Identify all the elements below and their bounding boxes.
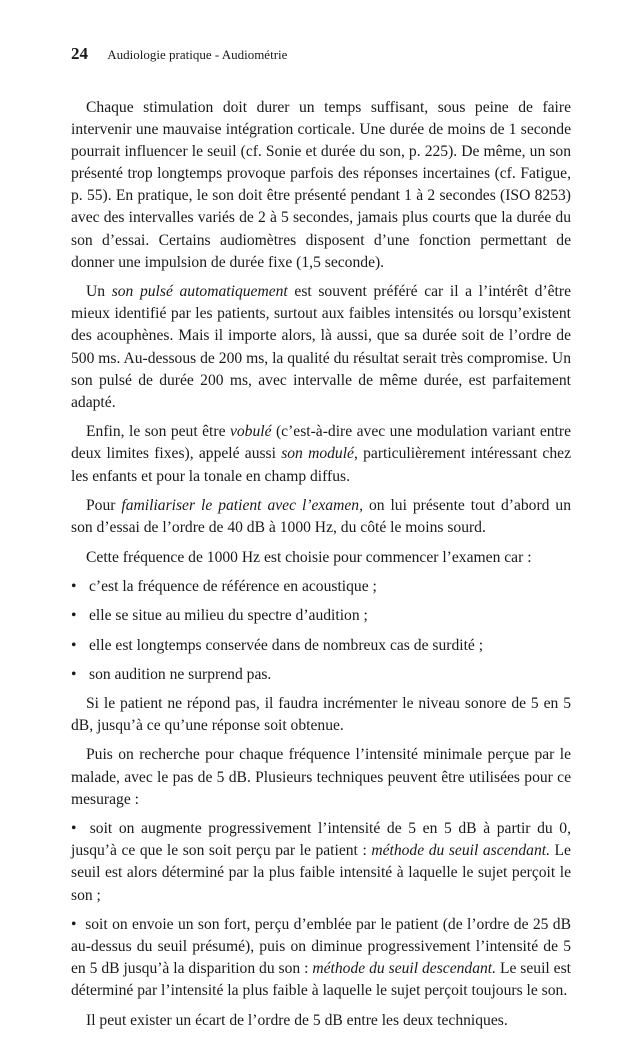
list-item: • elle se situe au milieu du spectre d’audition ; bbox=[71, 605, 571, 627]
bullet-icon: • bbox=[71, 820, 77, 838]
emphasis-vobule: vobulé bbox=[229, 423, 272, 441]
emphasis-pulsed-tone: son pulsé automatiquement bbox=[111, 283, 288, 301]
page-number: 24 bbox=[71, 44, 88, 63]
paragraph-1000hz-intro: Cette fréquence de 1000 Hz est choisie pour commencer l’examen car : bbox=[86, 548, 532, 566]
list-item: • son audition ne surprend pas. bbox=[71, 664, 571, 686]
emphasis-descending-method: méthode du seuil descendant. bbox=[312, 960, 497, 978]
bullet-icon: • bbox=[71, 636, 77, 654]
running-title: Audiologie pratique - Audiométrie bbox=[107, 47, 288, 62]
emphasis-familiarize: familiariser le patient avec l’examen, bbox=[121, 497, 363, 515]
bullet-icon: • bbox=[71, 578, 77, 596]
emphasis-son-module: son modulé bbox=[281, 445, 354, 463]
method-ascending-threshold: • soit on augmente progressivement l’intensité de 5 en 5 dB à partir du 0, jusqu’à ce que le son soit perçu par le patient : méthode du seuil ascendant. Le seuil est alors déterminé par la plus faible intensité à laquelle le sujet perçoit le son ; bbox=[71, 820, 572, 904]
list-item: • elle est longtemps conservée dans de nombreux cas de surdité ; bbox=[71, 635, 571, 657]
page-body bbox=[71, 97, 571, 1040]
paragraph-measurement-techniques: Puis on recherche pour chaque fréquence l’intensité minimale perçue par le malade, avec le pas de 5 dB. Plusieurs techniques peuvent être utilisées pour ce mesurage : bbox=[71, 746, 571, 808]
method-descending-threshold: • soit on envoie un son fort, perçu d’emblée par le patient (de l’ordre de 25 dB au-dessus du seuil présumé), puis on diminue progressivement l’intensité de 5 en 5 dB jusqu’à la disparition du son : méthode du seuil descendant. Le seuil est déterminé par l’intensité la plus faible à laquelle le sujet perçoit toujours le son. bbox=[71, 916, 572, 1000]
page-header bbox=[71, 43, 571, 65]
paragraph-no-response: Si le patient ne répond pas, il faudra incrémenter le niveau sonore de 5 en 5 dB, jusqu’à ce qu’une réponse soit obtenue. bbox=[71, 694, 571, 734]
paragraph-technique-gap: Il peut exister un écart de l’ordre de 5 dB entre les deux techniques. bbox=[86, 1011, 508, 1029]
bullet-icon: • bbox=[71, 607, 77, 625]
paragraph-warble-tone: Enfin, le son peut être vobulé (c’est-à-dire avec une modulation variant entre deux limites fixes), appelé aussi son modulé, particulièrement intéressant chez les enfants et pour la tonale en champ diffus. bbox=[71, 423, 572, 485]
bullet-icon: • bbox=[71, 916, 77, 934]
list-item: • c’est la fréquence de référence en acoustique ; bbox=[71, 576, 571, 598]
paragraph-stimulation-duration: Chaque stimulation doit durer un temps suffisant, sous peine de faire intervenir une mauvaise intégration corticale. Une durée de moins de 1 seconde pourrait influencer le seuil (cf. Sonie et durée du son, p. 225). De même, un son présenté trop longtemps provoque parfois des réponses incertaines (cf. Fatigue, p. 55). En pratique, le son doit être présenté pendant 1 à 2 secondes (ISO 8253) avec des intervalles variés de 2 à 5 secondes, jamais plus courts que la durée du son d’essai. Certains audiomètres disposent d’une fonction permettant de donner une impulsion de durée fixe (1,5 seconde). bbox=[71, 99, 571, 271]
paragraph-familiarize-patient: Pour familiariser le patient avec l’examen, on lui présente tout d’abord un son d’essai de l’ordre de 40 dB à 1000 Hz, du côté le moins sourd. bbox=[71, 497, 572, 537]
emphasis-ascending-method: méthode du seuil ascendant. bbox=[371, 842, 550, 860]
paragraph-pulsed-tone: Un son pulsé automatiquement est souvent préféré car il a l’intérêt d’être mieux identifié par les patients, surtout aux faibles intensités ou lorsqu’existent des acouphènes. Mais il importe alors, là aussi, que sa durée soit de l’ordre de 500 ms. Au-dessous de 200 ms, la qualité du résultat serait très compromise. Un son pulsé de durée 200 ms, avec intervalle de même durée, est parfaitement adapté. bbox=[71, 283, 572, 411]
bullet-icon: • bbox=[71, 665, 77, 683]
